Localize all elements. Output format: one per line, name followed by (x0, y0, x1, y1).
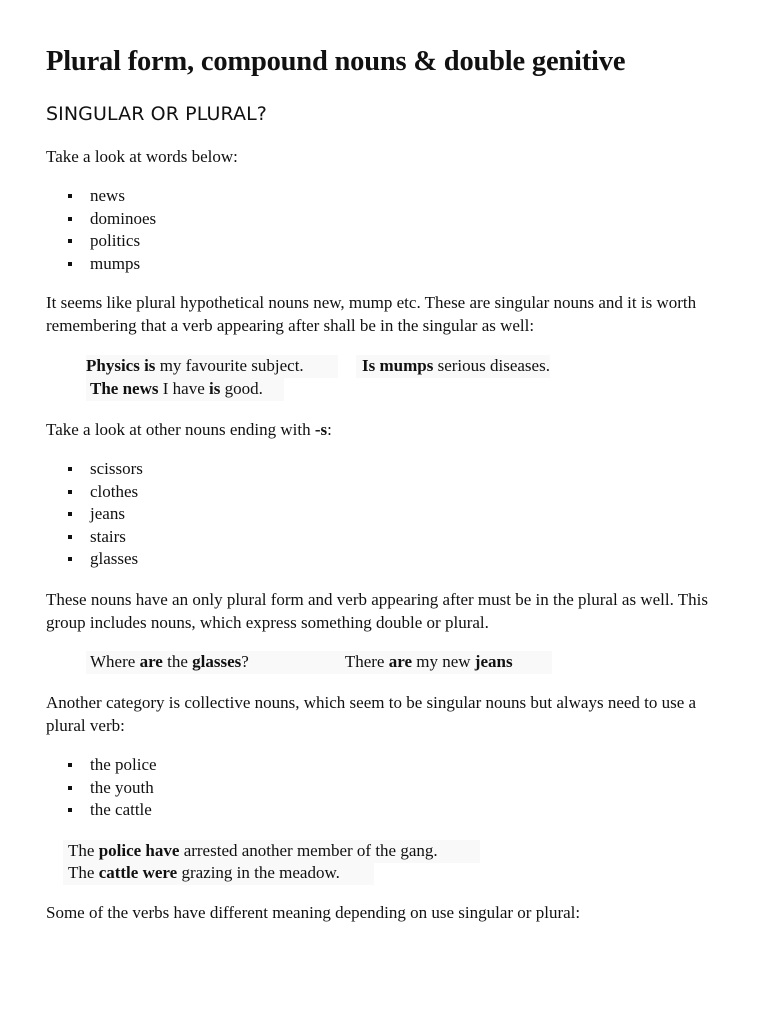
list-item: stairs (68, 526, 143, 549)
list-item: mumps (68, 253, 156, 276)
bullet-icon (68, 239, 72, 243)
list-item: dominoes (68, 208, 156, 231)
example-glasses-jeans: Where are the glasses? There are my new jeans (86, 651, 552, 674)
paragraph-verbs-meaning: Some of the verbs have different meaning depending on use singular or plural: (46, 903, 581, 922)
bullet-icon (68, 490, 72, 494)
intro-text: Take a look at words below: (46, 147, 238, 166)
bullet-icon (68, 557, 72, 561)
bullet-icon (68, 217, 72, 221)
intro-s-nouns: Take a look at other nouns ending with -s: (46, 420, 332, 439)
bullet-icon (68, 262, 72, 266)
list-item: scissors (68, 458, 143, 481)
word-list-plural (68, 458, 143, 571)
paragraph-singular-nouns: It seems like plural hypothetical nouns new, mump etc. These are singular nouns and it is worth remembering that a verb appearing after shall be in the singular as well: (46, 293, 697, 335)
bullet-icon (68, 808, 72, 812)
page-title: Plural form, compound nouns & double genitive (46, 46, 626, 77)
bullet-icon (68, 194, 72, 198)
word-list-collective (68, 754, 157, 822)
bullet-icon (68, 467, 72, 471)
example-news: The news I have is good. (86, 378, 284, 401)
example-cattle: The cattle were grazing in the meadow. (63, 862, 374, 885)
example-physics: Physics is my favourite subject. (86, 355, 338, 378)
list-item: glasses (68, 548, 143, 571)
list-item: the police (68, 754, 157, 777)
bullet-icon (68, 786, 72, 790)
list-item: jeans (68, 503, 143, 526)
example-mumps: Is mumps serious diseases. (356, 355, 550, 378)
list-item: the youth (68, 777, 157, 800)
list-item: news (68, 185, 156, 208)
list-item: the cattle (68, 799, 157, 822)
section-heading: SINGULAR OR PLURAL? (46, 103, 267, 125)
example-police: The police have arrested another member of the gang. (63, 840, 480, 863)
paragraph-plural-nouns: These nouns have an only plural form and verb appearing after must be in the plural as well. This group includes nouns, which express something double or plural. (46, 590, 709, 632)
bullet-icon (68, 763, 72, 767)
list-item: clothes (68, 481, 143, 504)
bullet-icon (68, 535, 72, 539)
paragraph-collective-nouns: Another category is collective nouns, which seem to be singular nouns but always need to use a plural verb: (46, 693, 697, 735)
bullet-icon (68, 512, 72, 516)
word-list-singular (68, 185, 156, 275)
list-item: politics (68, 230, 156, 253)
